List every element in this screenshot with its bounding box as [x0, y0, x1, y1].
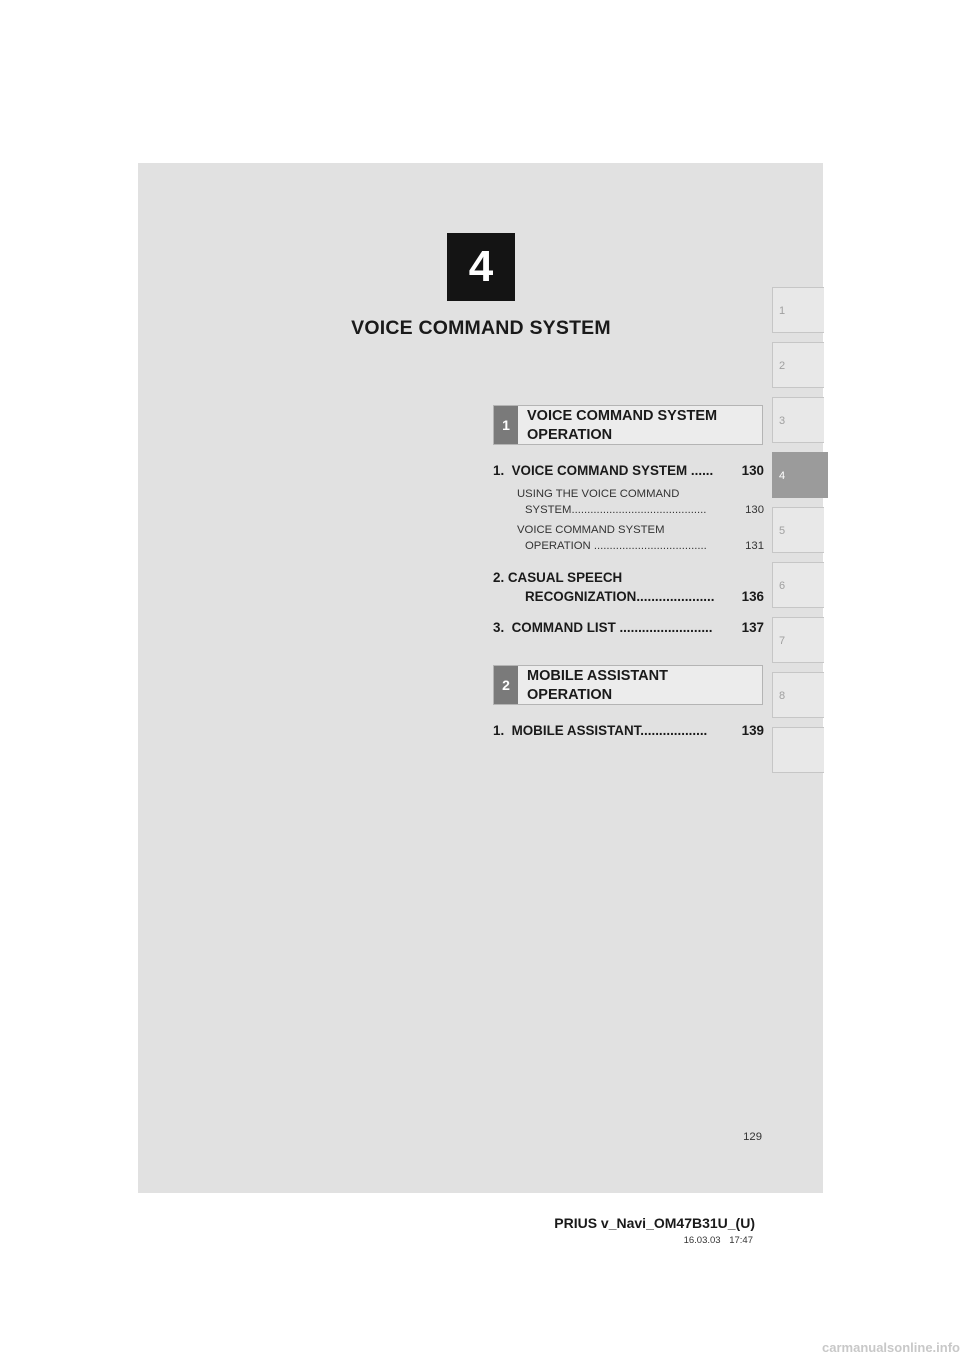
section-title-line: OPERATION: [527, 427, 613, 443]
footer-date: 16.03.03: [683, 1235, 721, 1246]
toc-label: 3. COMMAND LIST .........................: [493, 620, 713, 635]
toc-page: 137: [741, 620, 764, 635]
tab-label: 6: [779, 580, 786, 592]
section-title-line: MOBILE ASSISTANT: [527, 668, 668, 684]
toc-sub-line: VOICE COMMAND SYSTEM: [517, 524, 665, 536]
toc-item[interactable]: [493, 721, 764, 740]
toc-sub-line: SYSTEM...........................................: [525, 504, 707, 516]
toc-label: 1. MOBILE ASSISTANT..................: [493, 723, 708, 738]
tab-6[interactable]: [772, 562, 824, 608]
tab-label: 7: [779, 635, 786, 647]
section-title-line: OPERATION: [527, 687, 613, 703]
section-number: 2: [494, 666, 518, 704]
toc-label: 1. VOICE COMMAND SYSTEM ......: [493, 463, 714, 478]
section-title: [527, 667, 757, 705]
chapter-tabs: [772, 287, 824, 782]
toc-sub-line: USING THE VOICE COMMAND: [517, 488, 680, 500]
tab-label: 5: [779, 525, 786, 537]
tab-label: 3: [779, 415, 786, 427]
tab-8[interactable]: [772, 672, 824, 718]
toc-subitem[interactable]: [517, 522, 764, 554]
tab-label: 4: [779, 470, 786, 482]
tab-1[interactable]: [772, 287, 824, 333]
section-header-2: [493, 665, 763, 705]
toc-sub-line: OPERATION ....................................: [525, 540, 707, 552]
chapter-title: VOICE COMMAND SYSTEM: [351, 317, 611, 339]
section-number: 1: [494, 406, 518, 444]
toc-label: RECOGNIZATION.....................: [525, 589, 715, 604]
toc-page: 136: [741, 589, 764, 604]
toc-item[interactable]: [493, 618, 764, 637]
tab-5[interactable]: [772, 507, 824, 553]
tab-3[interactable]: [772, 397, 824, 443]
chapter-number: 4: [468, 242, 494, 291]
toc-page: 131: [745, 540, 764, 552]
toc-page: 130: [741, 463, 764, 478]
tab-2[interactable]: [772, 342, 824, 388]
page-number: 129: [743, 1131, 762, 1143]
footer-code: PRIUS v_Navi_OM47B31U_(U): [554, 1215, 755, 1231]
toc-subitem[interactable]: [517, 486, 764, 518]
tab-4[interactable]: [772, 452, 828, 498]
footer-time: 17:47: [729, 1235, 753, 1246]
tab-blank[interactable]: [772, 727, 824, 773]
tab-label: 8: [779, 690, 786, 702]
toc-item[interactable]: [493, 568, 764, 606]
tab-7[interactable]: [772, 617, 824, 663]
toc-page: 139: [741, 723, 764, 738]
tab-label: 2: [779, 360, 786, 372]
footer-timestamp: [560, 1235, 753, 1246]
toc-page: 130: [745, 504, 764, 516]
chapter-number-box: [447, 233, 515, 301]
section-title-line: VOICE COMMAND SYSTEM: [527, 408, 718, 424]
section-title: [527, 407, 757, 445]
watermark: carmanualsonline.info: [822, 1340, 960, 1355]
section-header-1: [493, 405, 763, 445]
tab-label: 1: [779, 305, 786, 317]
toc-label: 2. CASUAL SPEECH: [493, 570, 623, 585]
toc-item[interactable]: [493, 461, 764, 480]
